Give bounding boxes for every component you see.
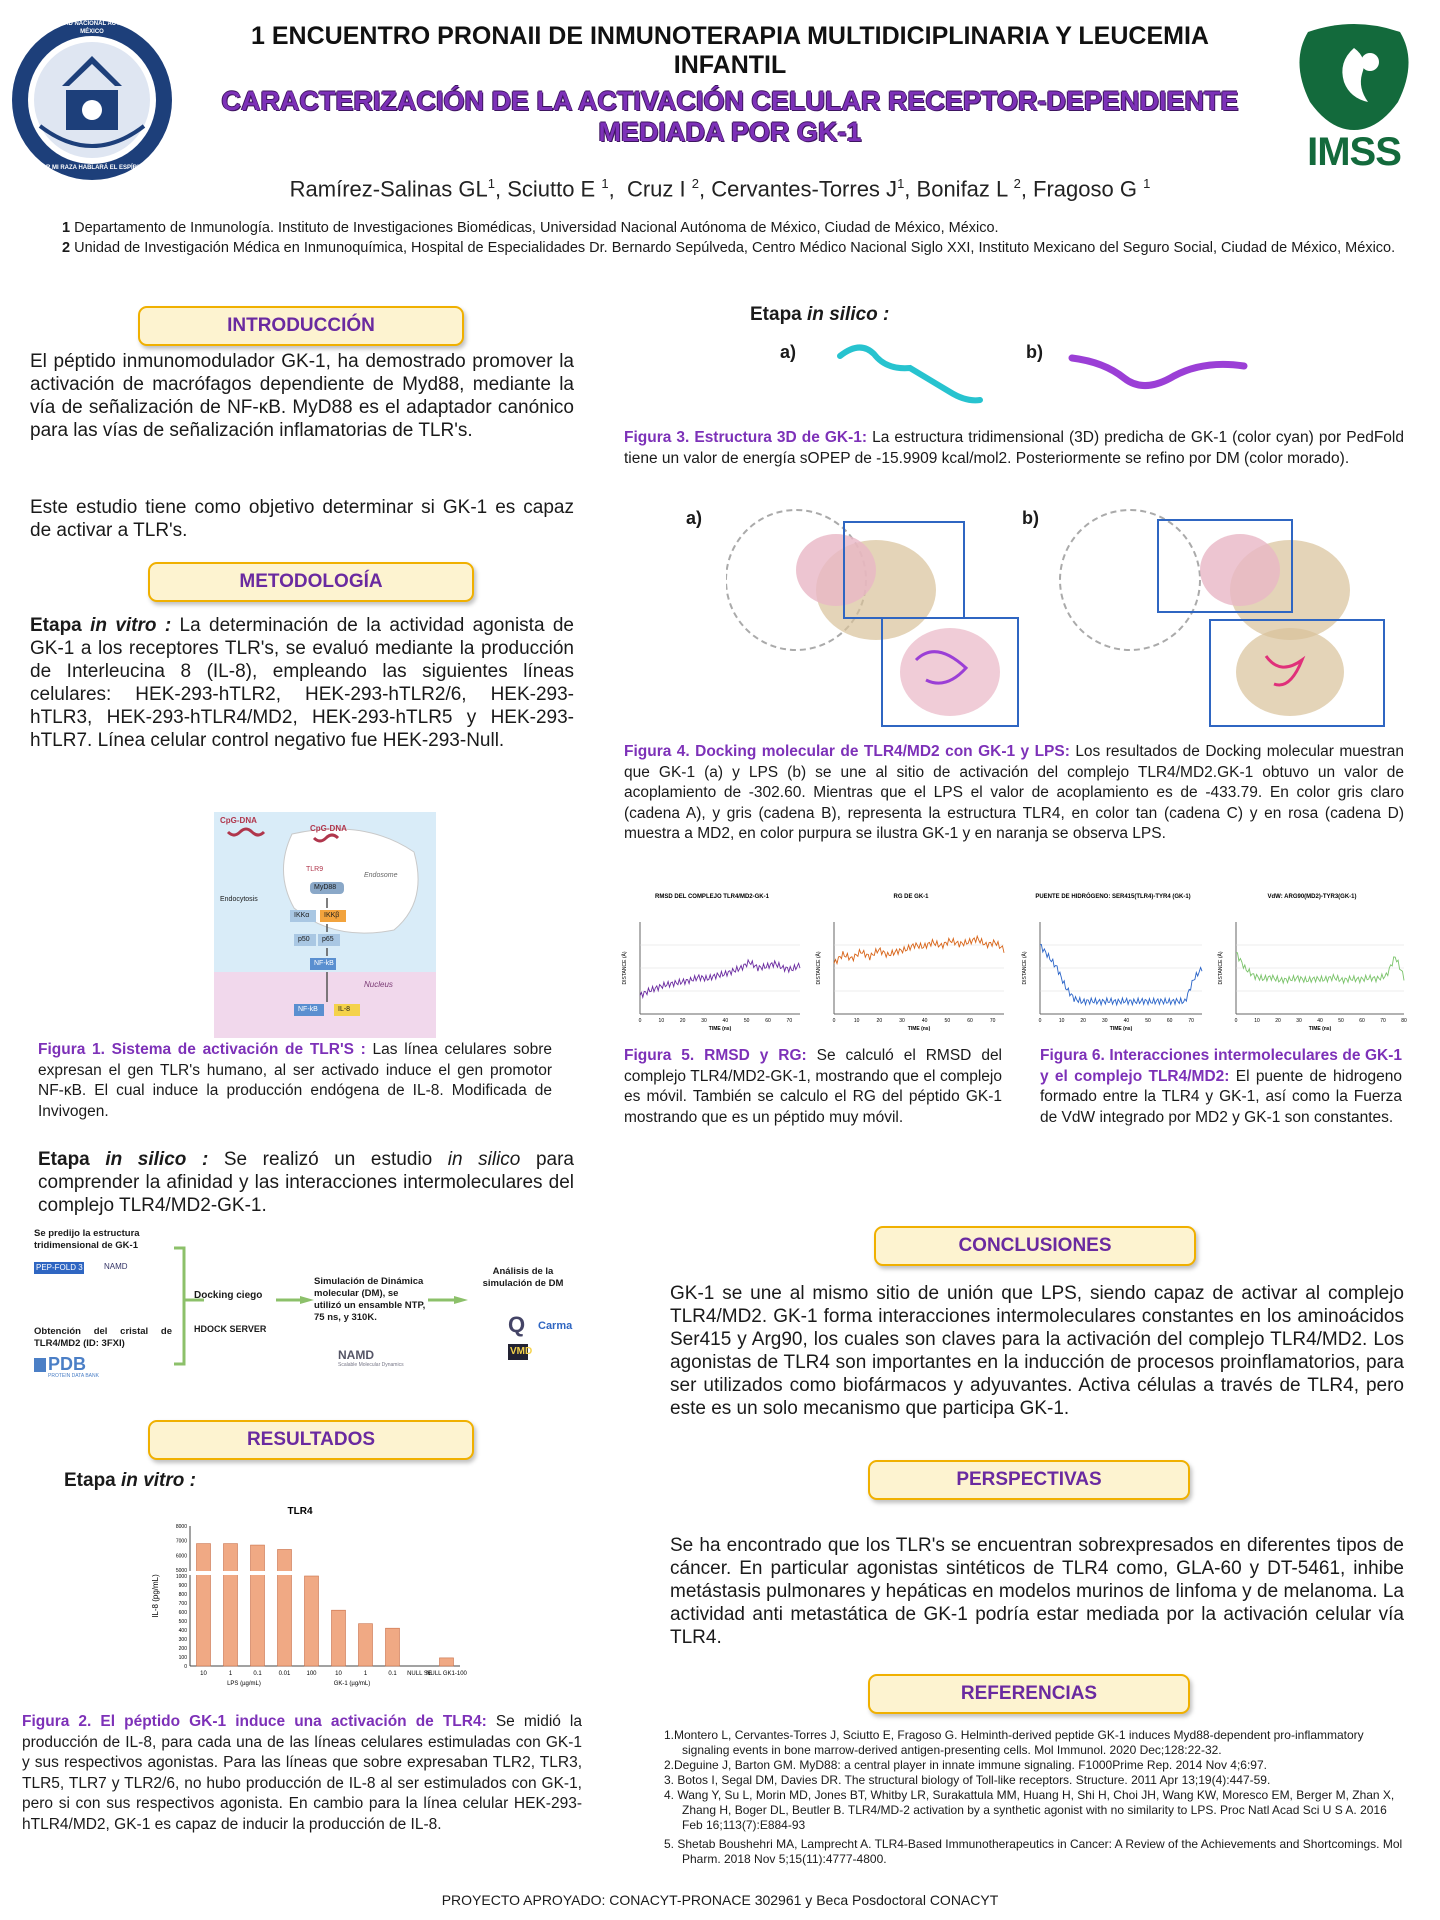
dia-p65-label: p65 xyxy=(322,936,334,943)
bar-chart-xtick: NULL SE xyxy=(407,1671,432,1677)
bar-chart-ytick: 100 xyxy=(178,1655,187,1661)
line-chart-xtick: 20 xyxy=(1275,1018,1281,1024)
line-chart-title: PUENTE DE HIDRÓGENO: SER415(TLR4)-TYR4 (GK-1) xyxy=(1035,894,1191,900)
bar-chart-ytick: 200 xyxy=(178,1646,187,1652)
bar-chart-xtick: 0.1 xyxy=(388,1671,397,1677)
dia-nucleus-label: Nucleus xyxy=(364,980,393,989)
author-list: Ramírez-Salinas $GL^1$, Sciutto E $^1$, Cruz I $^2$, Cervantes-Torres $J^1$, Bonifaz L $^2$, Fragoso G $^1$ xyxy=(289,176,1151,202)
bar-chart-xtick: 1 xyxy=(363,1671,368,1677)
line-chart-xtick: 60 xyxy=(765,1018,771,1024)
rmsd-chart xyxy=(618,888,806,1038)
bar-chart-ytick: 7000 xyxy=(175,1538,187,1545)
bar-chart-group-label: GK-1 (µg/mL) xyxy=(333,1681,371,1687)
flow-pdb-sub: PROTEIN DATA BANK xyxy=(48,1373,99,1379)
unam-ring-text: UNIVERSIDAD NACIONAL AUTÓNOMA DE MÉXICO xyxy=(31,21,153,35)
fig3-a-label: a) xyxy=(780,342,797,362)
line-chart-xtick: 30 xyxy=(1102,1018,1108,1024)
figure-4-caption: Figura 4. Docking molecular de TLR4/MD2 con GK-1 y LPS: Los resultados de Docking molecular muestran que GK-1 (a) y LPS (b) se une al sitio de activación del complejo TLR4/MD2.GK-1 obtuvo un valor de acoplamiento de -302.60. Mientras que el LPS el valor de acoplamiento es de -433.79. En color gris claro (cadena A), y gris (cadena B), representa la estructura TLR4, en color tan (cadena C) y en rosa (cadena D) muestra a MD2, en color purpura se ilustra GK-1 y en naranja se observa LPS. xyxy=(624,743,1404,842)
reference-item: 1.Montero L, Cervantes-Torres J, Sciutto E, Fragoso G. Helminth-derived peptide GK-1 induces Myd88-dependent pro-inflammatory signaling events in bone marrow-derived antigen-presenting cells. Mol Immunol. 2020 Dec;128:22-32. xyxy=(664,1728,1364,1757)
bar-chart-ytick: 1000 xyxy=(175,1574,187,1580)
line-chart-xtick: 60 xyxy=(967,1018,973,1024)
bar-chart-ytick: 300 xyxy=(178,1637,187,1643)
bar-chart-ytick: 800 xyxy=(178,1592,187,1598)
author-sup: 1 xyxy=(601,176,609,191)
line-chart-xlabel: TIME (ns) xyxy=(1109,1026,1133,1032)
line-chart-xlabel: TIME (ns) xyxy=(708,1026,732,1032)
docking-image-lps xyxy=(1040,500,1402,728)
bar-chart-bar xyxy=(251,1545,265,1666)
gk1-purple-structure xyxy=(1064,346,1254,406)
author-name: Ramírez-Salinas GL xyxy=(289,176,488,202)
rg-chart xyxy=(812,888,1010,1038)
line-chart-title: RG DE GK-1 xyxy=(893,894,929,900)
perspectives-text: Se ha encontrado que los TLR's se encuentran sobrexpresados en diferentes tipos de cáncer. En particular agonistas sintéticos de TLR4 como, GLA-60 y DT-5461, inhibe metástasis pulmonares y hepáticas en modelos murinos de linfoma y de melanoma. La actividad anti metastática de GK-1 podría estar mediada por la activación celular vía TLR4. xyxy=(670,1535,1404,1648)
flow-pdb: PDB xyxy=(48,1354,87,1374)
bar-chart-bar xyxy=(197,1544,211,1666)
poster-title: 1 ENCUENTRO PRONAII DE INMUNOTERAPIA MULTIDICIPLINARIA Y LEUCEMIA INFANTIL xyxy=(251,22,1209,79)
line-chart-xtick: 30 xyxy=(899,1018,905,1024)
bar-chart-xtick: 0.01 xyxy=(278,1671,291,1677)
bar-chart-ytick: 0 xyxy=(184,1664,187,1670)
line-chart-xtick: 40 xyxy=(722,1018,729,1024)
dia-il8-label: IL-8 xyxy=(338,1006,351,1013)
line-chart-xtick: 50 xyxy=(944,1018,951,1024)
dia-p50-label: p50 xyxy=(298,936,310,943)
dia-endocytosis-label: Endocytosis xyxy=(220,896,258,903)
bar-chart-xtick: 0.1 xyxy=(253,1671,262,1677)
results-invitro-label: Etapa in vitro : xyxy=(64,1470,196,1491)
dia-nfkb-label: NF-kB xyxy=(314,960,334,967)
tlr-pathway-diagram xyxy=(214,812,436,1038)
bar-chart-ytick: 700 xyxy=(178,1601,187,1607)
methods-heading: METODOLOGÍA xyxy=(148,562,474,602)
dia-nfkb2-label: NF-kB xyxy=(298,1006,318,1013)
vdw-chart xyxy=(1214,888,1410,1038)
line-chart-series xyxy=(1040,945,1202,1005)
flow-namd-sub: Scalable Molecular Dynamics xyxy=(338,1362,404,1368)
bar-chart-bar xyxy=(224,1544,238,1666)
line-chart-xtick: 20 xyxy=(679,1018,686,1024)
figure-1-caption: Figura 1. Sistema de activación de TLR'S : Las línea celulares sobre expresan el gen TLR's humano, al ser activado induce el gen promotor NF-κB. El cual induce la producción endógena de IL-8. Modificada de Invivogen. xyxy=(38,1041,552,1120)
results-heading: RESULTADOS xyxy=(148,1420,474,1460)
affiliations xyxy=(62,218,1402,258)
flow-analysis: Análisis de la simulación de DM xyxy=(482,1266,564,1289)
bar-chart-xtick: 10 xyxy=(335,1671,342,1677)
bar-chart-bar xyxy=(278,1549,292,1666)
fig4-b-label: b) xyxy=(1022,508,1039,528)
flow-docking: Docking ciego xyxy=(194,1290,263,1301)
fig3-b-label: b) xyxy=(1026,342,1043,362)
line-chart-xlabel: TIME (ns) xyxy=(907,1026,931,1032)
author-name: Cruz I xyxy=(626,176,686,202)
flow-carma: Carma xyxy=(538,1320,573,1332)
tlr4-bar-chart xyxy=(150,1502,470,1692)
line-chart-xtick: 60 xyxy=(1166,1018,1173,1024)
imss-logo xyxy=(1278,22,1430,174)
figure-2-caption: Figura 2. El péptido GK-1 induce una activación de TLR4: Se midió la producción de IL-8, para cada una de las líneas celulares estimuladas con GK-1 y sus respectivos agonistas. Para las líneas que sobre expresaban TLR2, TLR3, TLR5, TLR7 y TLR2/6, no hubo producción de IL-8 al ser estimulados con GK-1, pero si con sus respectivos agonista. En cambio para la línea celular HEK-293-hTLR4/MD2, GK-1 es capaz de inducir la producción de IL-8. xyxy=(22,1713,582,1833)
line-chart-ylabel: DISTANCE (Å) xyxy=(1218,951,1224,985)
figure-5-caption: Figura 5. RMSD y RG: Se calculó el RMSD del complejo TLR4/MD2-GK-1, mostrando que el complejo es móvil. También se calculo el RG del péptido GK-1 mostrando que es un péptido muy móvil. xyxy=(624,1047,1003,1126)
flow-namd-small: NAMD xyxy=(104,1262,128,1271)
line-chart-xtick: 20 xyxy=(1080,1018,1086,1024)
imss-logo-text: IMSS xyxy=(1307,130,1401,174)
author-name: Fragoso G xyxy=(1033,176,1137,202)
author-name: Sciutto E xyxy=(507,176,596,202)
author-sup: 2 xyxy=(1013,176,1021,191)
line-chart-xtick: 0 xyxy=(1038,1018,1042,1024)
line-chart-xtick: 40 xyxy=(1123,1018,1130,1024)
flow-predict: Se predijo la estructura tridimensional de GK-1 xyxy=(34,1228,140,1251)
line-chart-xtick: 30 xyxy=(701,1018,707,1024)
line-chart-xtick: 50 xyxy=(1338,1018,1344,1024)
bar-chart-bar xyxy=(305,1576,319,1666)
line-chart-xtick: 20 xyxy=(876,1018,883,1024)
line-chart-xtick: 70 xyxy=(989,1018,996,1024)
affiliation-1: 1 Departamento de Inmunología. Instituto de Investigaciones Biomédicas, Universidad Nacional Autónoma de México, Ciudad de México, México. xyxy=(62,220,999,236)
line-chart-xtick: 10 xyxy=(853,1018,860,1024)
bar-chart-ytick: 600 xyxy=(178,1610,187,1616)
line-chart-ylabel: DISTANCE (Å) xyxy=(1022,951,1028,985)
poster-subtitle: CARACTERIZACIÓN DE LA ACTIVACIÓN CELULAR RECEPTOR-DEPENDIENTE MEDIADA POR GK-1 xyxy=(221,86,1239,147)
bar-chart-bar xyxy=(359,1624,373,1666)
author-sup: 1 xyxy=(897,176,905,191)
docking-image-gk1 xyxy=(726,500,1022,728)
line-chart-xtick: 0 xyxy=(638,1018,642,1024)
dia-tlr9-label: TLR9 xyxy=(306,866,324,873)
reference-item: 3. Botos I, Segal DM, Davies DR. The structural biology of Toll-like receptors. Structure. 2011 Apr 13;19(4):447-59. xyxy=(664,1773,1271,1787)
line-chart-xtick: 80 xyxy=(1401,1018,1407,1024)
line-chart-xtick: 10 xyxy=(1254,1018,1260,1024)
bar-chart-xtick: NULL GK1-100 xyxy=(426,1671,467,1677)
bar-chart-xtick: 10 xyxy=(200,1671,207,1677)
bar-chart-break xyxy=(187,1571,461,1575)
line-chart-xtick: 0 xyxy=(832,1018,836,1024)
line-chart-xtick: 0 xyxy=(1234,1018,1238,1024)
line-chart-xlabel: TIME (ns) xyxy=(1308,1026,1332,1032)
hbond-chart xyxy=(1018,888,1208,1038)
unam-motto-text: POR MI RAZA HABLARÁ EL ESPÍRITU xyxy=(37,165,147,171)
intro-paragraph-1: El péptido inmunomodulador GK-1, ha demostrado promover la activación de macrófagos dependiente de Myd88, mediante la vía de señalización de NF-κB. MyD88 es el adaptador canónico para las vías de señalización inflamatorias de TLR's. xyxy=(30,351,574,441)
reference-item: 2.Deguine J, Barton GM. MyD88: a central player in innate immune signaling. F1000Prime Rep. 2014 Nov 4;6:97. xyxy=(664,1758,1267,1772)
dia-ikka-label: IKKα xyxy=(294,912,310,919)
fig4-a-label: a) xyxy=(686,508,703,528)
line-chart-xtick: 30 xyxy=(1296,1018,1302,1024)
author-sup: 2 xyxy=(691,176,699,191)
dia-ikkb-label: IKKβ xyxy=(324,912,340,919)
author-sup: 1 xyxy=(487,176,495,191)
bar-chart-xtick: 100 xyxy=(306,1671,317,1677)
dia-myd88-label: MyD88 xyxy=(314,884,337,891)
flow-vmd: VMD xyxy=(510,1346,533,1357)
author-sup: 1 xyxy=(1143,176,1151,191)
bar-chart-ytick: 5000 xyxy=(175,1568,187,1574)
line-chart-xtick: 40 xyxy=(1317,1018,1323,1024)
unam-logo xyxy=(10,16,174,184)
reference-list xyxy=(664,1728,1406,1867)
methods-insilico-text: Etapa in silico : Se realizó un estudio in silico para comprender la afinidad y las interacciones intermoleculares del complejo TLR4/MD2-GK-1. xyxy=(38,1149,574,1216)
conclusions-heading: CONCLUSIONES xyxy=(874,1226,1196,1266)
line-chart-xtick: 70 xyxy=(1380,1018,1386,1024)
line-chart-series xyxy=(640,960,800,997)
line-chart-ylabel: DISTANCE (Å) xyxy=(816,951,822,985)
bar-chart-title: TLR4 xyxy=(287,1506,313,1517)
bar-chart-bar xyxy=(332,1610,346,1666)
reference-item: 4. Wang Y, Su L, Morin MD, Jones BT, Whitby LR, Surakattula MM, Huang H, Shi H, Choi JH, Wang KW, Moresco EM, Berger M, Zhan X, Zhang H, Boger DL, Beutler B. TLR4/MD-2 activation by a synthetic agonist with no similarity to LPS. Proc Natl Acad Sci U S A. 2016 Feb 16;113(7):E884-93 xyxy=(664,1788,1395,1832)
flow-pepfold: PEP-FOLD 3 xyxy=(36,1263,83,1272)
line-chart-xtick: 70 xyxy=(1188,1018,1194,1024)
bar-chart-bar xyxy=(440,1658,454,1666)
flow-carma-icon: Q xyxy=(508,1312,526,1337)
perspectives-heading: PERSPECTIVAS xyxy=(868,1460,1190,1500)
bar-chart-ytick: 400 xyxy=(178,1628,187,1634)
line-chart-xtick: 50 xyxy=(743,1018,750,1024)
intro-heading: INTRODUCCIÓN xyxy=(138,306,464,346)
bar-chart-ytick: 900 xyxy=(178,1583,187,1589)
bar-chart-bar xyxy=(386,1628,400,1666)
methodology-flow-diagram xyxy=(34,1228,594,1380)
affiliation-2: 2 Unidad de Investigación Médica en Inmunoquímica, Hospital de Especialidades Dr. Bernardo Sepúlveda, Centro Médico Nacional Siglo XXI, Instituto Mexicano del Seguro Social, Ciudad de México, México. xyxy=(62,240,1396,256)
line-chart-ylabel: DISTANCE (Å) xyxy=(622,951,628,985)
bar-chart-xtick: 1 xyxy=(228,1671,233,1677)
dia-cpg2-label: CpG-DNA xyxy=(310,824,347,833)
bar-chart-ylabel: IL-8 (pg/mL) xyxy=(151,1574,160,1618)
bar-chart-ytick: 6000 xyxy=(175,1553,187,1560)
line-chart-xtick: 60 xyxy=(1359,1018,1365,1024)
line-chart-xtick: 50 xyxy=(1145,1018,1151,1024)
line-chart-title: RMSD DEL COMPLEJO TLR4/MD2-GK-1 xyxy=(655,894,769,900)
author-name: Bonifaz L xyxy=(916,176,1008,202)
line-chart-xtick: 10 xyxy=(658,1018,665,1024)
line-chart-xtick: 40 xyxy=(921,1018,928,1024)
figure-3-caption: Figura 3. Estructura 3D de GK-1: La estructura tridimensional (3D) predicha de GK-1 (color cyan) por PedFold tiene un valor de energía sOPEP de -15.9909 kcal/mol2. Posteriormente se refino por DM (color morado). xyxy=(624,429,1404,467)
flow-simulation: Simulación de Dinámica molecular (DM), se utilizó un ensamble NTP, 75 ns, y 310K. xyxy=(314,1276,426,1323)
methods-invitro-text: Etapa in vitro : La determinación de la actividad agonista de GK-1 a los receptores TLR's, se evaluó mediante la producción de Interleucina 8 (IL-8), empleando las siguientes líneas celulares: HEK-293-hTLR2, HEK-293-hTLR2/6, HEK-293-hTLR3, HEK-293-hTLR4/MD2, HEK-293-hTLR5 y HEK-293-hTLR7. Línea celular control negativo fue HEK-293-Null. xyxy=(30,615,574,751)
bar-chart-group-label: LPS (µg/mL) xyxy=(227,1681,261,1687)
reference-item: 5. Shetab Boushehri MA, Lamprecht A. TLR4-Based Immunotherapeutics in Cancer: A Review of the Achievements and Shortcomings. Mol Pharm. 2018 Nov 5;15(11):4777-4800. xyxy=(664,1837,1403,1866)
gk1-cyan-structure xyxy=(830,336,990,416)
flow-namd: NAMD xyxy=(338,1348,374,1362)
dia-endosome-label: Endosome xyxy=(364,872,398,879)
insilico-label: Etapa in silico : xyxy=(750,304,890,325)
author-name: Cervantes-Torres J xyxy=(711,176,898,202)
references-heading: REFERENCIAS xyxy=(868,1674,1190,1714)
bar-chart-ytick: 8000 xyxy=(175,1524,187,1530)
line-chart-xtick: 10 xyxy=(1058,1018,1065,1024)
figure-6-caption: Figura 6. Interacciones intermoleculares de GK-1 y el complejo TLR4/MD2: El puente de hidrogeno formado entre la TLR4 y GK-1, así como la Fuerza de VdW integrado por MD2 y GK-1 son constantes. xyxy=(1040,1047,1403,1126)
flow-hdock: HDOCK SERVER xyxy=(194,1324,267,1334)
line-chart-xtick: 70 xyxy=(786,1018,793,1024)
conclusions-text: GK-1 se une al mismo sitio de unión que LPS, siendo capaz de activar al complejo TLR4/MD2. GK-1 forma interacciones intermoleculares constantes en los aminoácidos Ser415 y Arg90, los cuales son claves para la activación del complejo TLR4/MD2. Los agonistas de TLR4 son importantes en la inducción de procesos proinflamatorios, para ser utilizados como biofármacos y adyuvantes. Activa células a través de TLR4, pero este es un solo mecanismo que participa GK-1. xyxy=(670,1283,1404,1419)
flow-obtain: Obtención del cristal de TLR4/MD2 (ID: 3FXI) xyxy=(34,1326,172,1349)
bar-chart-ytick: 500 xyxy=(178,1619,187,1625)
line-chart-series xyxy=(834,936,1004,963)
dia-cpg-label: CpG-DNA xyxy=(220,816,257,825)
intro-paragraph-2: Este estudio tiene como objetivo determinar si GK-1 es capaz de activar a TLR's. xyxy=(30,497,574,541)
line-chart-title: VdW: ARG90(MD2)-TYR3(GK-1) xyxy=(1267,894,1357,900)
footer-funding: PROYECTO APROYADO: CONACYT-PRONACE 302961 y Beca Posdoctoral CONACYT xyxy=(441,1892,999,1908)
